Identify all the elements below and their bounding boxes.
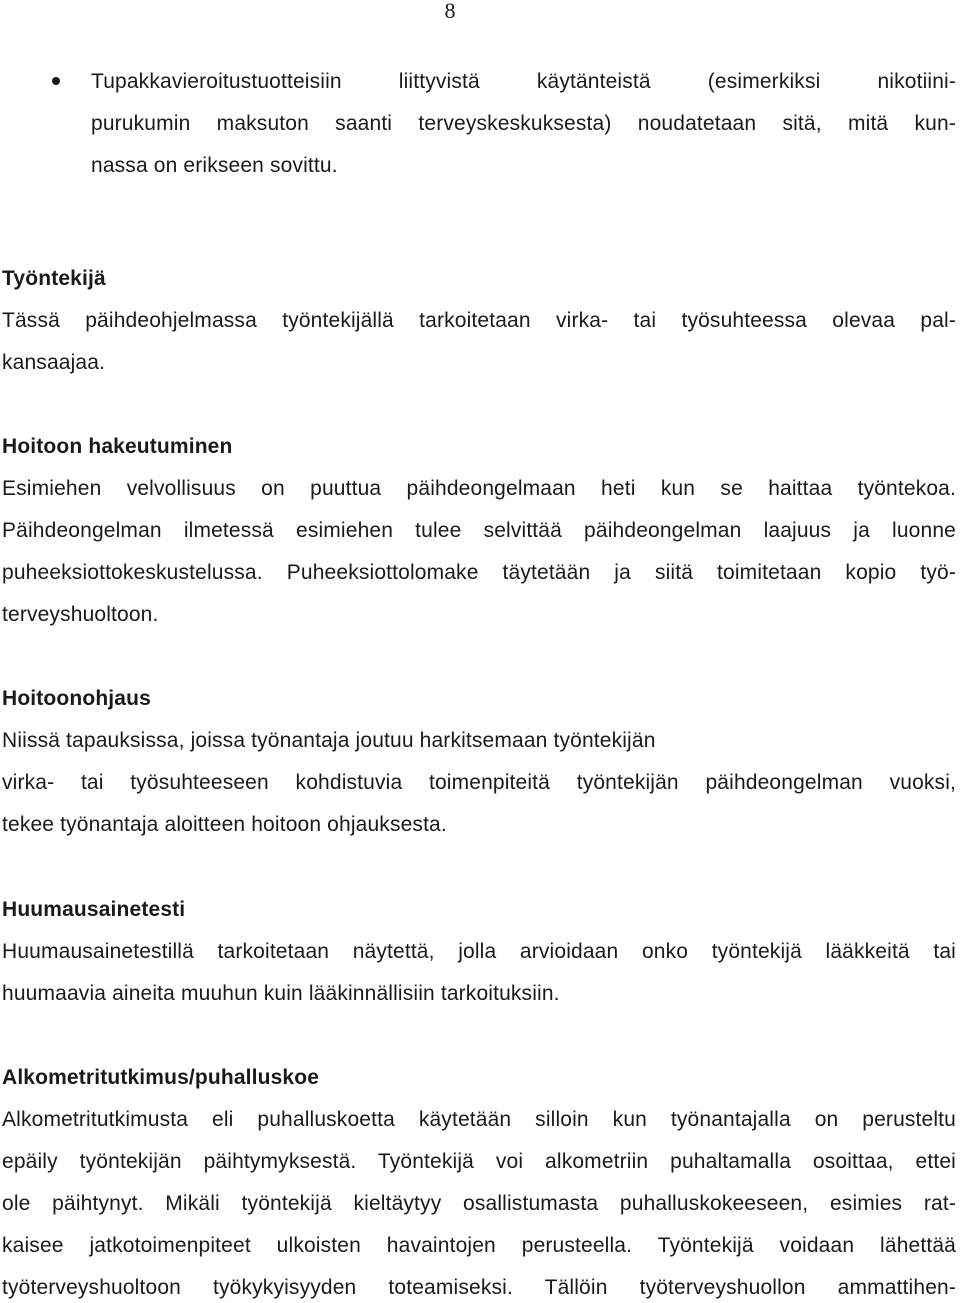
section-heading-breathalyzer: Alkometritutkimus/puhalluskoe — [2, 1066, 320, 1089]
paragraph-line: terveyshuoltoon. — [2, 603, 159, 626]
paragraph-line: Esimiehen velvollisuus on puuttua päihdeongelmaan heti kun se haittaa työntekoa. — [2, 477, 956, 500]
paragraph-line: Tässä päihdeohjelmassa työntekijällä tarkoitetaan virka- tai työsuhteessa olevaa pal- — [2, 309, 956, 332]
page-number: 8 — [444, 0, 456, 23]
paragraph-line: huumaavia aineita muuhun kuin lääkinnällisiin tarkoituksiin. — [2, 982, 560, 1005]
section-heading-referral: Hoitoonohjaus — [2, 687, 151, 710]
section-heading-drug-test: Huumausainetesti — [2, 898, 186, 921]
paragraph-line: tekee työnantaja aloitteen hoitoon ohjauksesta. — [2, 813, 447, 836]
paragraph-line: Niissä tapauksissa, joissa työnantaja joutuu harkitsemaan työntekijän — [2, 729, 656, 752]
paragraph-line: kansaajaa. — [2, 351, 106, 374]
bullet-icon — [52, 77, 60, 85]
paragraph-line: Päihdeongelman ilmetessä esimiehen tulee selvittää päihdeongelman laajuus ja luonne — [2, 519, 956, 542]
bullet-line: Tupakkavieroitustuotteisiin liittyvistä käytänteistä (esimerkiksi nikotiini- — [91, 70, 956, 93]
paragraph-line: Huumausainetestillä tarkoitetaan näytettä, jolla arvioidaan onko työntekijä lääkkeitä tai — [2, 940, 956, 963]
bullet-line: purukumin maksuton saanti terveyskeskuksesta) noudatetaan sitä, mitä kun- — [91, 112, 956, 135]
paragraph-line: Alkometritutkimusta eli puhalluskoetta käytetään silloin kun työnantajalla on perusteltu — [2, 1108, 956, 1131]
paragraph-line: epäily työntekijän päihtymyksestä. Työntekijä voi alkometriin puhaltamalla osoittaa, ettei — [2, 1150, 956, 1173]
section-heading-employee: Työntekijä — [2, 267, 106, 290]
bullet-line: nassa on erikseen sovittu. — [91, 154, 338, 177]
paragraph-line: työterveyshuoltoon työkykyisyyden toteamiseksi. Tällöin työterveyshuollon ammattihen- — [2, 1276, 956, 1299]
paragraph-line: ole päihtynyt. Mikäli työntekijä kieltäytyy osallistumasta puhalluskokeeseen, esimies rat- — [2, 1192, 956, 1215]
paragraph-line: virka- tai työsuhteeseen kohdistuvia toimenpiteitä työntekijän päihdeongelman vuoksi, — [2, 771, 956, 794]
section-heading-seeking-treatment: Hoitoon hakeutuminen — [2, 435, 233, 458]
paragraph-line: puheeksiottokeskustelussa. Puheeksiottolomake täytetään ja siitä toimitetaan kopio työ- — [2, 561, 956, 584]
paragraph-line: kaisee jatkotoimenpiteet ulkoisten havaintojen perusteella. Työntekijä voidaan lähettää — [2, 1234, 956, 1257]
